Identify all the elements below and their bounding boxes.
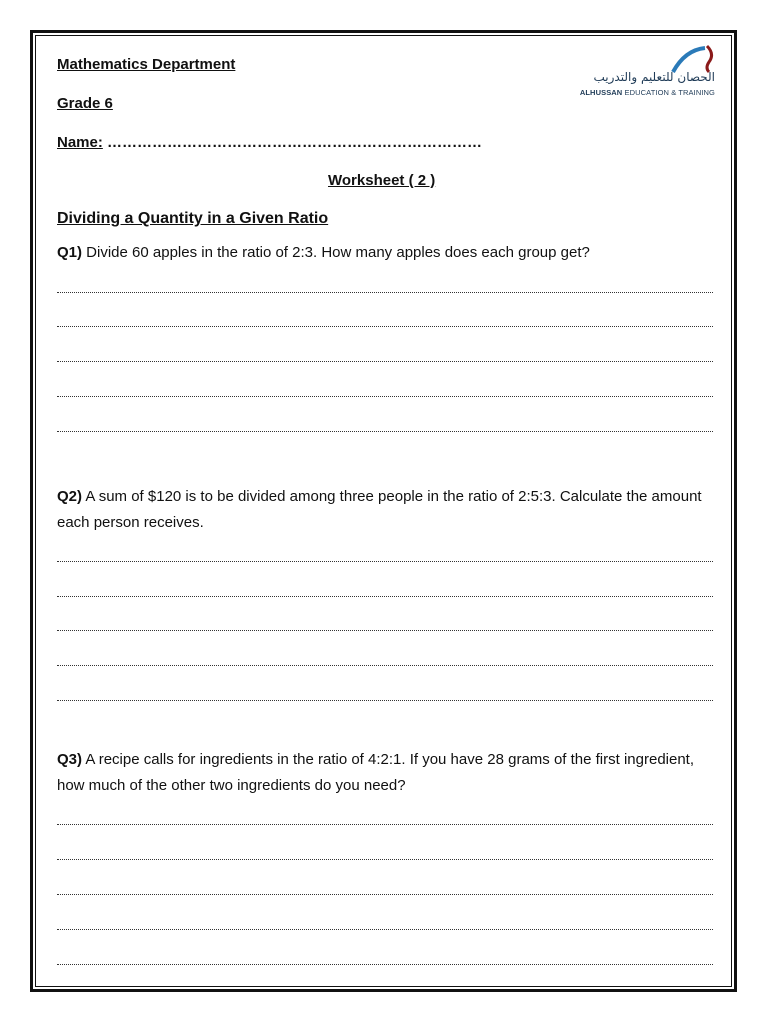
name-dots: ………………………………………………………………… — [107, 134, 483, 151]
alhussan-logo — [565, 44, 715, 100]
answer-line[interactable] — [57, 290, 713, 293]
question-3 — [57, 747, 717, 799]
question-2 — [57, 484, 717, 536]
question-2-text: A sum of $120 is to be divided among three people in the ratio of 2:5:3. Calculate the amount each person receives. — [57, 488, 702, 531]
logo-arabic-text: الحصان للتعليم والتدريب — [593, 70, 715, 84]
answer-line[interactable] — [57, 324, 713, 327]
name-field[interactable] — [57, 134, 482, 152]
answer-line[interactable] — [57, 857, 713, 860]
answer-line[interactable] — [57, 927, 713, 930]
answer-line[interactable] — [57, 359, 713, 362]
answer-line[interactable] — [57, 628, 713, 631]
answer-line[interactable] — [57, 594, 713, 597]
answer-line[interactable] — [57, 822, 713, 825]
question-3-text: A recipe calls for ingredients in the ratio of 4:2:1. If you have 28 grams of the first ingredient, how much of the other two ingredients do you need? — [57, 751, 695, 794]
answer-line[interactable] — [57, 429, 713, 432]
logo-english-bold: ALHUSSAN — [579, 88, 623, 97]
question-1-text: Divide 60 apples in the ratio of 2:3. How many apples does each group get? — [82, 244, 590, 261]
question-2-label: Q2) — [57, 488, 83, 505]
answer-line[interactable] — [57, 663, 713, 666]
answer-line[interactable] — [57, 698, 713, 701]
logo-english-rest: EDUCATION & TRAINING — [622, 88, 715, 97]
question-3-label: Q3) — [57, 751, 83, 768]
grade-label: Grade 6 — [57, 95, 113, 112]
question-1-label: Q1) — [57, 244, 83, 261]
answer-line[interactable] — [57, 394, 713, 397]
question-1 — [57, 240, 717, 266]
name-label: Name: — [57, 134, 103, 151]
department-heading: Mathematics Department — [57, 56, 236, 73]
answer-line[interactable] — [57, 962, 713, 965]
topic-heading: Dividing a Quantity in a Given Ratio — [57, 210, 329, 227]
worksheet-title: Worksheet ( 2 ) — [328, 172, 436, 189]
answer-line[interactable] — [57, 892, 713, 895]
answer-line[interactable] — [57, 559, 713, 562]
logo-english-text — [580, 88, 715, 97]
